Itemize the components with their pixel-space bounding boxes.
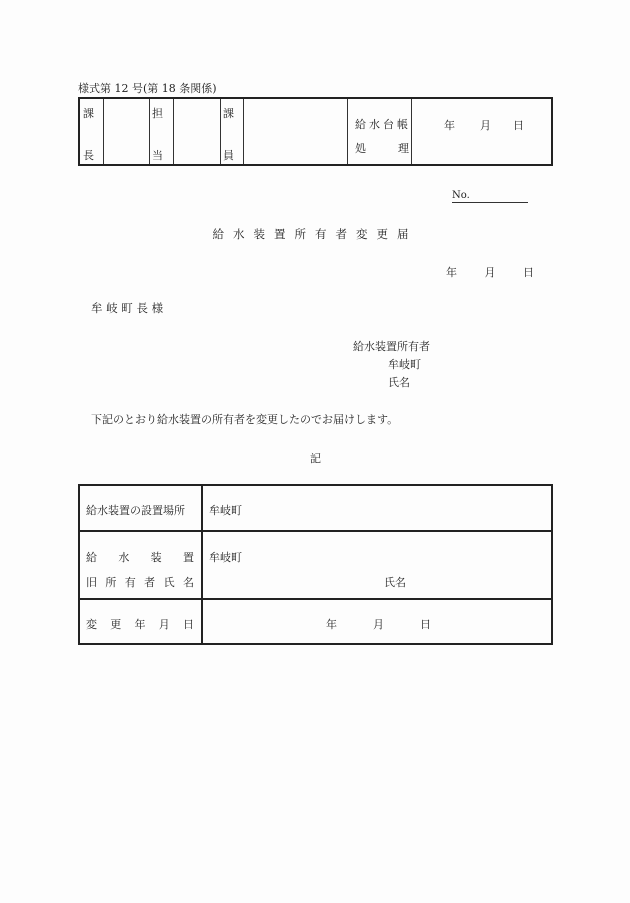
document-title	[0, 226, 630, 242]
ledger-label: 給水台帳	[355, 118, 411, 131]
document-number-label: No.	[452, 190, 470, 201]
label-char: 日	[183, 618, 194, 631]
title-char: 届	[397, 227, 418, 241]
title-char: 置	[274, 227, 295, 241]
submission-date	[446, 264, 534, 280]
staff-label-top: 課	[223, 107, 234, 120]
divider	[149, 99, 150, 164]
person-in-charge-label-top: 担	[152, 107, 163, 120]
divider	[220, 99, 221, 164]
document-number-field[interactable]	[452, 190, 528, 203]
processing-label-right: 理	[398, 142, 409, 155]
staff-label-bottom: 員	[223, 149, 234, 162]
change-date-month[interactable]: 月	[373, 618, 384, 631]
section-chief-stamp-field[interactable]	[104, 99, 149, 164]
installation-location-label: 給水装置の設置場所	[86, 504, 185, 517]
ledger-date-year: 年	[444, 119, 455, 132]
label-char: 者	[144, 576, 156, 589]
form-number: 様式第 12 号(第 18 条関係)	[78, 82, 217, 95]
section-chief-label-top: 課	[83, 107, 94, 120]
addressee: 牟 岐 町 長 様	[91, 301, 164, 315]
title-char: 有	[315, 227, 336, 241]
title-char: 水	[233, 227, 254, 241]
label-char: 置	[182, 551, 194, 564]
change-date-day[interactable]: 日	[420, 618, 431, 631]
label-char: 変	[86, 618, 97, 631]
divider	[347, 99, 348, 164]
column-divider	[201, 486, 203, 643]
installation-location-value[interactable]: 牟岐町	[209, 504, 242, 517]
divider	[411, 99, 412, 164]
title-char: 更	[376, 227, 397, 241]
label-char: 所	[105, 576, 117, 589]
submission-year: 年	[446, 266, 457, 279]
row-divider	[80, 530, 551, 532]
former-owner-town-value[interactable]: 牟岐町	[209, 551, 242, 564]
former-owner-name-field[interactable]: 氏名	[384, 576, 406, 589]
statement-text: 下記のとおり給水装置の所有者を変更したのでお届けします。	[91, 413, 399, 426]
approval-table	[78, 97, 553, 166]
row-divider	[80, 598, 551, 600]
ki-heading: 記	[310, 452, 321, 465]
label-char: 月	[158, 618, 170, 631]
label-char: 有	[124, 576, 136, 589]
title-char: 装	[253, 227, 274, 241]
label-char: 装	[150, 551, 162, 564]
detail-table	[78, 484, 553, 645]
submission-day: 日	[523, 266, 534, 279]
title-char: 給	[212, 227, 233, 241]
label-char: 更	[110, 618, 122, 631]
title-char: 所	[294, 227, 315, 241]
submission-month: 月	[484, 266, 496, 279]
label-char: 名	[182, 576, 194, 589]
device-label-line1	[86, 549, 194, 565]
former-owner-name-label	[86, 574, 194, 590]
processing-label-left: 処	[355, 142, 366, 155]
label-char: 給	[86, 551, 97, 564]
title-char: 者	[335, 227, 356, 241]
applicant-town: 牟岐町	[388, 358, 421, 371]
change-date-label	[86, 616, 194, 632]
title-char: 変	[356, 227, 377, 241]
section-chief-label-bottom: 長	[83, 149, 94, 162]
label-char: 水	[118, 551, 130, 564]
label-char: 旧	[86, 576, 97, 589]
applicant-label: 給水装置所有者	[353, 340, 430, 353]
staff-stamp-field[interactable]	[244, 99, 347, 164]
label-char: 氏	[163, 576, 175, 589]
ledger-date-month: 月	[480, 119, 491, 132]
person-in-charge-stamp-field[interactable]	[174, 99, 220, 164]
change-date-year[interactable]: 年	[326, 618, 337, 631]
label-char: 年	[134, 618, 146, 631]
applicant-name-label: 氏名	[388, 376, 410, 389]
person-in-charge-label-bottom: 当	[152, 149, 163, 162]
ledger-date-day: 日	[513, 119, 524, 132]
